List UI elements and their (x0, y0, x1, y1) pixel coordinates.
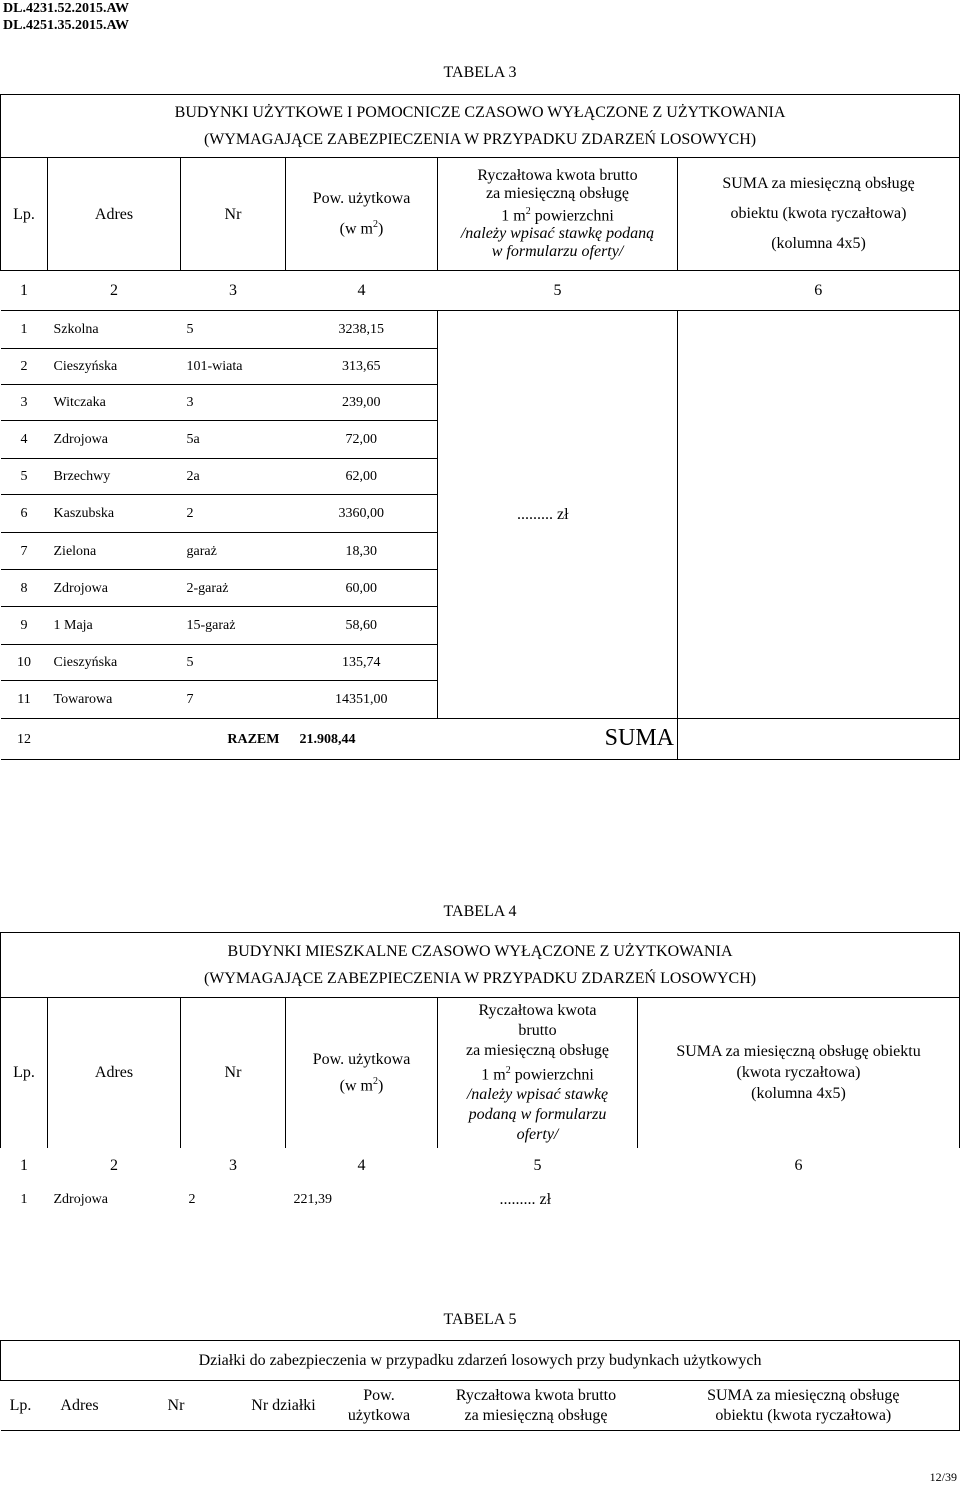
table-row: 1 Zdrojowa 2 221,39 ......... zł (1, 1184, 960, 1216)
table3-heading-2: (WYMAGAJĄCE ZABEZPIECZENIA W PRZYPADKU ZDARZEŃ LOSOWYCH) (1, 126, 960, 158)
table3-column-numbers: 1 2 3 4 5 6 (1, 271, 960, 311)
table3-total-row: 12 RAZEM 21.908,44 SUMA (1, 719, 960, 760)
document-reference-1: DL.4231.52.2015.AW (3, 1, 130, 16)
table4-title: TABELA 4 (443, 903, 517, 920)
table-row: 10 Cieszyńska 5 135,74 (1, 645, 960, 681)
col-adres-header: Adres (48, 158, 181, 271)
table5-column-header-row: Lp. Adres Nr Nr działki Pow. użytkowa Ryczałtowa kwota brutto za miesięczną obsługę SUMA za miesięczną obsługę obiektu (kwota ryczałtowa) (1, 1381, 960, 1431)
table3-title: TABELA 3 (443, 64, 517, 81)
table-row: 8 Zdrojowa 2-garaż 60,00 (1, 570, 960, 607)
table-row: 1 Szkolna 5 3238,15 ......... zł (1, 311, 960, 349)
table-row: 4 Zdrojowa 5a 72,00 (1, 421, 960, 459)
col-pow-line2: (w $m^2$) (339, 218, 384, 238)
col-ryczalt-header: Ryczałtowa kwota brutto za miesięczną obsługę 1 $m^2$ powierzchni /należy wpisać stawkę podaną w formularzu oferty/ (438, 998, 638, 1148)
col-pow-header: Pow. użytkowa (w $m^2$) (286, 998, 438, 1148)
col-suma-header: SUMA za miesięczną obsługę obiektu (kwota ryczałtowa) (kolumna 4x5) (638, 998, 960, 1148)
rate-cell[interactable]: ......... zł (499, 1191, 552, 1208)
table4-heading-2: (WYMAGAJĄCE ZABEZPIECZENIA W PRZYPADKU ZDARZEŃ LOSOWYCH) (1, 965, 960, 998)
total-suma-value[interactable] (678, 719, 960, 760)
total-suma-label: SUMA (438, 719, 678, 760)
rate-cell[interactable]: ......... zł (438, 311, 678, 719)
table5-heading: Działki do zabezpieczenia w przypadku zdarzeń losowych przy budynkach użytkowych (1, 1341, 960, 1381)
page-number: 12/39 (929, 1470, 957, 1484)
suma-cell[interactable] (678, 311, 960, 719)
table4 (0, 932, 960, 1216)
document-reference-2: DL.4251.35.2015.AW (3, 18, 130, 33)
table4-column-numbers: 1 2 3 4 5 6 (20, 1157, 803, 1174)
table-row: 7 Zielona garaż 18,30 (1, 533, 960, 570)
col-ryczalt-header: Ryczałtowa kwota brutto za miesięczną obsługę 1 $m^2$ powierzchni /należy wpisać stawkę podaną w formularzu oferty/ (438, 158, 678, 271)
table3 (0, 94, 960, 760)
col-suma-header: SUMA za miesięczną obsługę obiektu (kwota ryczałtowa) (kolumna 4x5) (678, 158, 960, 271)
table4-heading-1: BUDYNKI MIESZKALNE CZASOWO WYŁĄCZONE Z UŻYTKOWANIA (1, 933, 960, 965)
col-lp-header: Lp. (1, 158, 48, 271)
table4-column-header-row: Lp. Adres Nr Pow. użytkowa (w $m^2$) Ryczałtowa kwota brutto za miesięczną obsługę 1 $m^2$ powierzchni /należy wpisać stawkę podaną w formularzu oferty/ SUMA za miesięczną obsługę obiektu (kwota ryczałtowa) (kolumna 4x5) (1, 998, 960, 1148)
table-row: 5 Brzechwy 2a 62,00 (1, 459, 960, 495)
suma-cell[interactable] (638, 1184, 960, 1216)
table-row: 3 Witczaka 3 239,00 (1, 385, 960, 421)
table-row: 6 Kaszubska 2 3360,00 (1, 495, 960, 533)
total-area: 21.908,44 (286, 719, 438, 760)
total-label: RAZEM (48, 719, 286, 760)
table3-heading-1: BUDYNKI UŻYTKOWE I POMOCNICZE CZASOWO WYŁĄCZONE Z UŻYTKOWANIA (1, 95, 960, 126)
table5-title: TABELA 5 (443, 1311, 517, 1328)
table-row: 2 Cieszyńska 101-wiata 313,65 (1, 349, 960, 385)
table5 (0, 1340, 960, 1431)
col-pow-line1: Pow. użytkowa (312, 189, 411, 207)
table-row: 9 1 Maja 15-garaż 58,60 (1, 607, 960, 645)
table-row: 11 Towarowa 7 14351,00 (1, 681, 960, 719)
col-nr-header: Nr (181, 158, 286, 271)
table3-column-header-row (1, 158, 960, 271)
col-pow-header (286, 158, 438, 271)
